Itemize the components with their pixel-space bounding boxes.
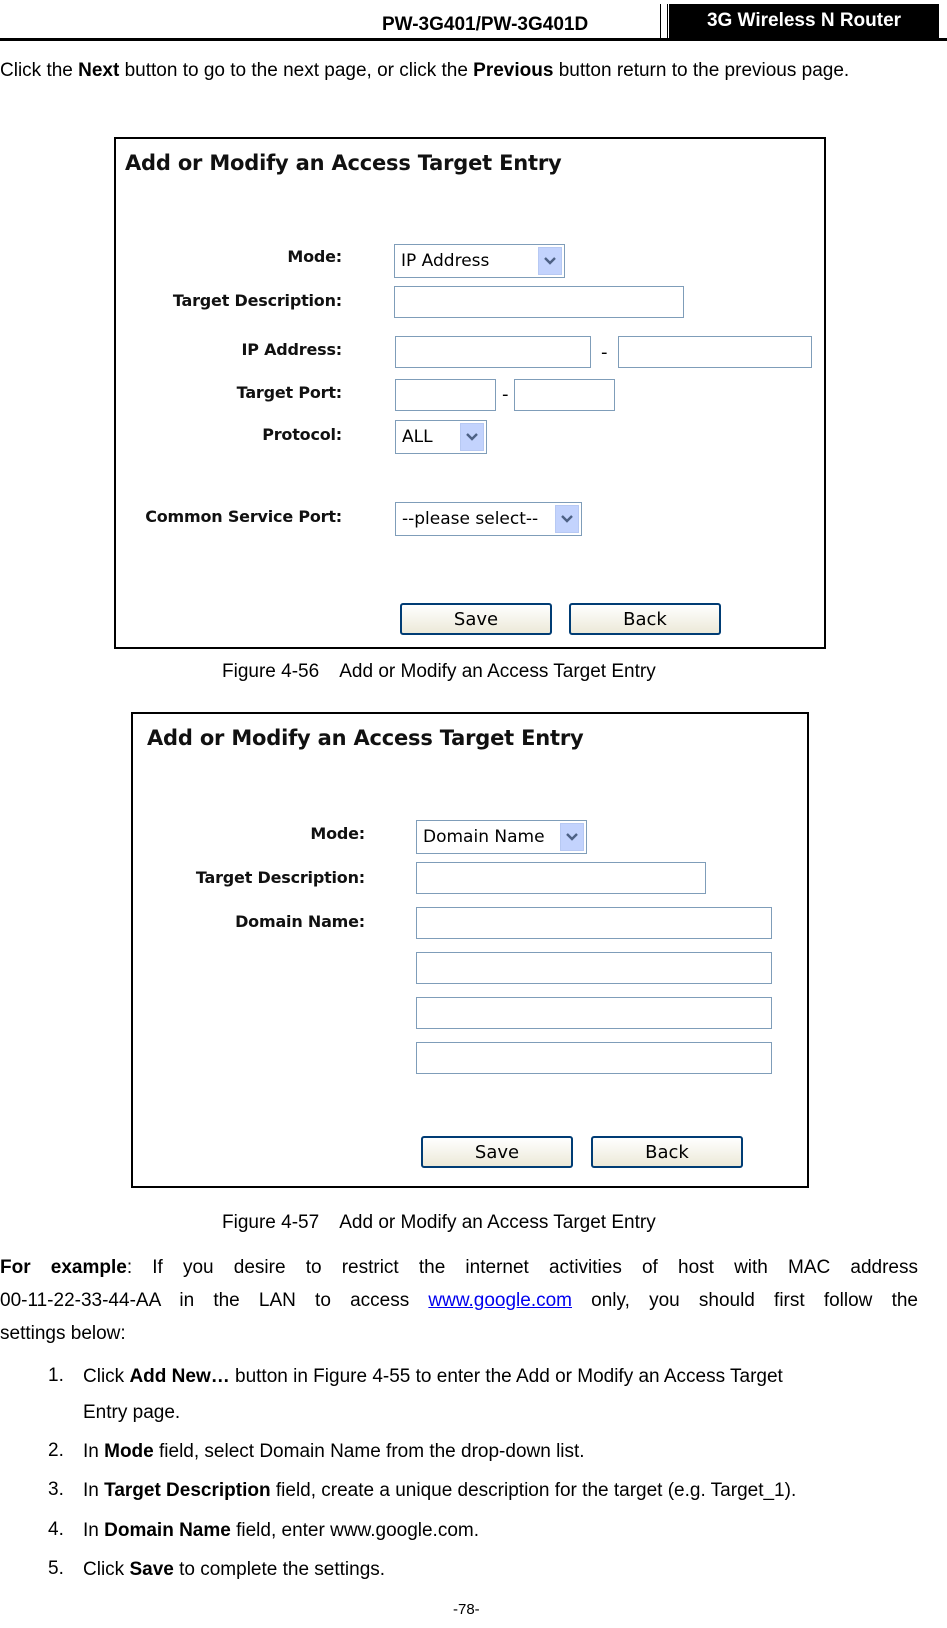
protocol-select-value: ALL xyxy=(402,427,433,447)
common-service-port-value: --please select-- xyxy=(402,509,539,529)
figure-4-57-caption: Figure 4-57 Add or Modify an Access Target Entry xyxy=(222,1212,656,1233)
common-service-port-label: Common Service Port: xyxy=(145,507,342,526)
save-button[interactable]: Save xyxy=(421,1136,573,1168)
step-text: Click xyxy=(83,1366,130,1387)
step-text: field, create a unique description for the target (e.g. Target_1). xyxy=(270,1480,797,1501)
page-header xyxy=(0,0,947,42)
example-text-2b: only, you should first follow the xyxy=(572,1290,918,1311)
domain-name-input-3[interactable] xyxy=(416,997,772,1029)
step-term: Target Description xyxy=(104,1480,271,1501)
ip-address-label: IP Address: xyxy=(241,340,342,359)
example-line-2 xyxy=(0,1286,918,1316)
target-description-input[interactable] xyxy=(394,286,684,318)
form-title: Add or Modify an Access Target Entry xyxy=(125,151,562,175)
chevron-down-icon[interactable] xyxy=(538,247,562,275)
mode-label: Mode: xyxy=(287,247,342,266)
example-text-1: : If you desire to restrict the internet activities of host with MAC address xyxy=(126,1257,918,1278)
header-model: PW-3G401/PW-3G401D xyxy=(382,14,589,35)
intro-text-3: button return to the previous page. xyxy=(553,60,850,81)
intro-previous-term: Previous xyxy=(473,60,554,81)
port-range-dash: - xyxy=(502,384,509,405)
form-title: Add or Modify an Access Target Entry xyxy=(147,726,584,750)
header-rule xyxy=(0,38,947,41)
mode-label: Mode: xyxy=(310,824,365,843)
protocol-select[interactable] xyxy=(395,420,487,454)
figure-4-57 xyxy=(131,712,809,1188)
chevron-down-icon[interactable] xyxy=(460,423,484,451)
mode-select[interactable] xyxy=(416,820,587,854)
intro-text-1: Click the xyxy=(0,60,79,81)
step-text: to complete the settings. xyxy=(173,1559,386,1580)
target-description-label: Target Description: xyxy=(172,291,342,310)
step-4-text xyxy=(83,1516,479,1546)
step-2-text xyxy=(83,1437,585,1467)
target-port-label: Target Port: xyxy=(236,383,342,402)
step-number: 1. xyxy=(48,1365,64,1386)
figure-4-56 xyxy=(114,137,826,649)
example-line-3: settings below: xyxy=(0,1323,126,1344)
intro-next-term: Next xyxy=(78,60,120,81)
step-3-text xyxy=(83,1476,796,1506)
header-tab-divider xyxy=(660,4,668,38)
step-1-text xyxy=(83,1362,923,1392)
step-number: 2. xyxy=(48,1440,64,1461)
header-product-tab: 3G Wireless N Router xyxy=(669,4,939,38)
step-term: Domain Name xyxy=(104,1520,231,1541)
step-text: In xyxy=(83,1441,105,1462)
ip-range-dash: - xyxy=(601,342,608,363)
step-text: button in Figure 4-55 to enter the Add or Modify an Access Target xyxy=(229,1366,783,1387)
domain-name-input-4[interactable] xyxy=(416,1042,772,1074)
back-button[interactable]: Back xyxy=(569,603,721,635)
back-button[interactable]: Back xyxy=(591,1136,743,1168)
google-link[interactable]: www.google.com xyxy=(428,1290,572,1311)
chevron-down-icon[interactable] xyxy=(555,505,579,533)
intro-text-2: button to go to the next page, or click the xyxy=(119,60,474,81)
step-term: Add New… xyxy=(129,1366,230,1387)
target-description-label: Target Description: xyxy=(195,868,365,887)
mode-select-value: Domain Name xyxy=(423,827,545,847)
ip-address-start-input[interactable] xyxy=(395,336,591,368)
intro-paragraph xyxy=(0,56,918,86)
common-service-port-select[interactable] xyxy=(395,502,582,536)
example-line-1 xyxy=(0,1253,918,1283)
save-button[interactable]: Save xyxy=(400,603,552,635)
target-description-input[interactable] xyxy=(416,862,706,894)
page-number: -78- xyxy=(453,1601,480,1618)
step-text: field, enter www.google.com. xyxy=(230,1520,480,1541)
mode-select[interactable] xyxy=(394,244,565,278)
step-5-text xyxy=(83,1555,385,1585)
chevron-down-icon[interactable] xyxy=(560,823,584,851)
step-number: 4. xyxy=(48,1519,64,1540)
step-number: 3. xyxy=(48,1479,64,1500)
step-1-continuation: Entry page. xyxy=(83,1402,181,1423)
mode-select-value: IP Address xyxy=(401,251,490,271)
domain-name-input-2[interactable] xyxy=(416,952,772,984)
target-port-start-input[interactable] xyxy=(395,379,496,411)
figure-4-56-caption: Figure 4-56 Add or Modify an Access Target Entry xyxy=(222,661,656,682)
step-term: Mode xyxy=(104,1441,154,1462)
step-text: In xyxy=(83,1480,105,1501)
step-text: In xyxy=(83,1520,105,1541)
step-text: Click xyxy=(83,1559,130,1580)
step-number: 5. xyxy=(48,1558,64,1579)
step-text: field, select Domain Name from the drop-down list. xyxy=(153,1441,585,1462)
example-lead: For example xyxy=(0,1257,127,1278)
ip-address-end-input[interactable] xyxy=(618,336,812,368)
protocol-label: Protocol: xyxy=(262,425,342,444)
example-text-2a: 00-11-22-33-44-AA in the LAN to access xyxy=(0,1290,429,1311)
step-term: Save xyxy=(129,1559,174,1580)
domain-name-label: Domain Name: xyxy=(235,912,365,931)
domain-name-input-1[interactable] xyxy=(416,907,772,939)
target-port-end-input[interactable] xyxy=(514,379,615,411)
